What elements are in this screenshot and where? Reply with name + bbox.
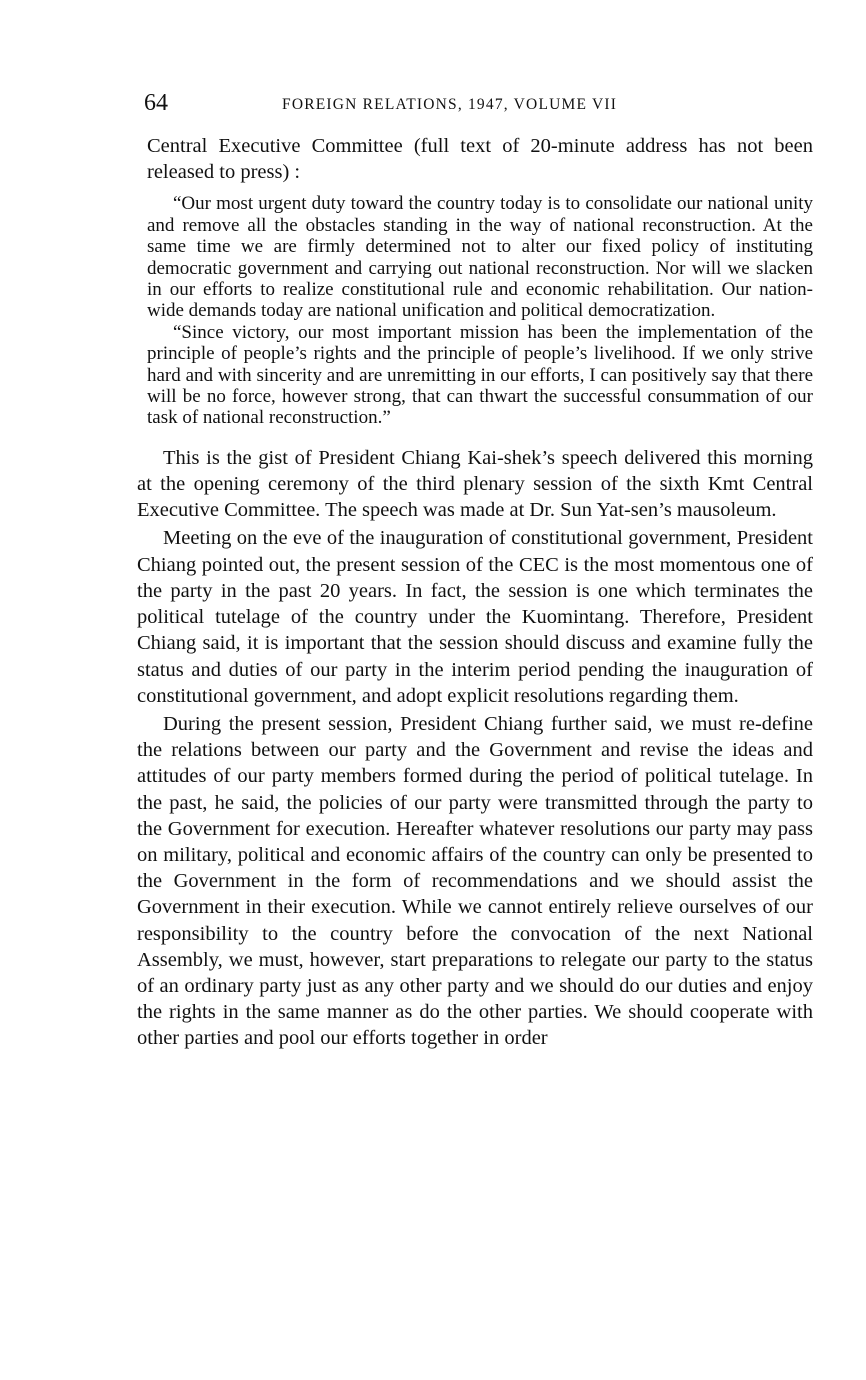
quote-paragraph: “Our most urgent duty toward the country today is to consolidate our national unity and remove all the obstacles standing in the way of national reconstruction. At the same time we are firmly determined not to alter our fixed policy of instituting democratic government and carrying out national reconstruction. Nor will we slacken in our efforts to realize constitutional rule and economic rehabilitation. Our nation-wide demands today are national unification and political democratization. (147, 193, 813, 322)
page-header (144, 88, 814, 118)
body-paragraph: Meeting on the eve of the inauguration of constitutional government, President Chiang pointed out, the present session of the CEC is the most momentous one of the party in the past 20 years. In fact, the session is one which terminates the political tutelage of the country under the Kuomintang. Therefore, President Chiang said, it is important that the session should discuss and examine fully the status and duties of our party in the interim period pending the inauguration of constitutional government, and adopt explicit resolutions regarding them. (137, 527, 813, 707)
block-quote (137, 193, 813, 428)
body-paragraph: During the present session, President Chiang further said, we must re-define the relations between our party and the Government and revise the ideas and attitudes of our party members formed during the period of political tutelage. In the past, he said, the policies of our party were transmitted through the party to the Government for execution. Hereafter whatever resolutions our party may pass on military, political and economic affairs of the country can only be presented to the Government in the form of recommendations and we should assist the Government in their execution. While we cannot entirely relieve ourselves of our responsibility to the country before the convocation of the next National Assembly, we must, however, start preparations to relegate our party to the status of an ordinary party just as any other party and we should do our duties and enjoy the rights in the same manner as do the other parties. We should cooperate with other parties and pool our efforts together in order (137, 712, 813, 1050)
page-number: 64 (144, 90, 168, 116)
body-text (137, 133, 813, 1054)
main-paragraphs (137, 445, 813, 1052)
body-paragraph: This is the gist of President Chiang Kai-shek’s speech delivered this morning at the opening ceremony of the third plenary session of the sixth Kmt Central Executive Committee. The speech was made at Dr. Sun Yat-sen’s mausoleum. (137, 446, 813, 522)
quote-paragraph: “Since victory, our most important mission has been the implementation of the principle of people’s rights and the principle of people’s livelihood. If we only strive hard and with sincerity and are unremitting in our efforts, I can positively say that there will be no force, however strong, that can thwart the successful consummation of our task of national reconstruction.” (147, 321, 813, 429)
intro-paragraph: Central Executive Committee (full text of 20-minute address has not been released to press) : (147, 135, 813, 184)
running-head: FOREIGN RELATIONS, 1947, VOLUME VII (282, 96, 618, 113)
